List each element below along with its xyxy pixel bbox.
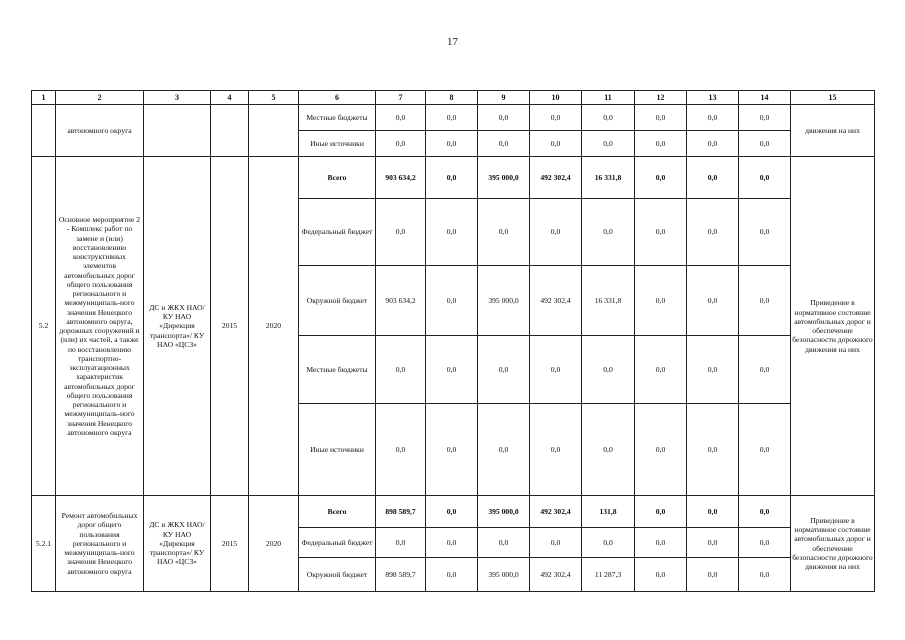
value-cell: 0,0 [530, 131, 582, 157]
table-row [32, 496, 875, 528]
header-cell: 1 [32, 91, 56, 105]
funding-source: Иные источники [299, 404, 376, 496]
value-cell: 0,0 [530, 528, 582, 558]
value-cell: 0,0 [635, 558, 687, 592]
value-cell: 0,0 [739, 558, 791, 592]
value-cell: 0,0 [478, 131, 530, 157]
value-cell: 898 589,7 [376, 558, 426, 592]
value-cell: 0,0 [426, 131, 478, 157]
value-cell: 395 000,0 [478, 496, 530, 528]
value-cell: 0,0 [426, 558, 478, 592]
value-cell: 903 634,2 [376, 266, 426, 336]
value-cell: 0,0 [530, 336, 582, 404]
value-cell: 0,0 [478, 105, 530, 131]
value-cell: 0,0 [426, 528, 478, 558]
value-cell: 0,0 [426, 266, 478, 336]
value-cell: 903 634,2 [376, 157, 426, 199]
header-cell: 5 [249, 91, 299, 105]
value-cell: 0,0 [426, 496, 478, 528]
activity-description: Основное мероприятие 2 - Комплекс работ по замене и (или) восстановлению конструктивных элементов автомобильных дорог общего пользования регионального и межмуниципаль-ного значения Ненецкого автономного округа, дорожных сооружений и (или) их частей, а также по восстановлению транспортно-эксплуатационных характеристик автомобильных дорог общего пользования регионального и межмуниципаль-ного значения Ненецкого автономного округа [56, 157, 144, 496]
funding-source: Местные бюджеты [299, 336, 376, 404]
row-number [32, 105, 56, 157]
value-cell: 0,0 [687, 105, 739, 131]
value-cell: 0,0 [635, 336, 687, 404]
value-cell: 0,0 [687, 199, 739, 266]
value-cell: 0,0 [687, 336, 739, 404]
funding-source: Иные источники [299, 131, 376, 157]
value-cell: 0,0 [739, 266, 791, 336]
value-cell: 0,0 [478, 199, 530, 266]
executor [144, 105, 211, 157]
value-cell: 0,0 [739, 157, 791, 199]
value-cell: 0,0 [582, 528, 635, 558]
value-cell: 0,0 [687, 404, 739, 496]
row-number: 5.2.1 [32, 496, 56, 592]
header-cell: 12 [635, 91, 687, 105]
activity-description: автономного округа [56, 105, 144, 157]
value-cell: 0,0 [426, 157, 478, 199]
value-cell: 0,0 [687, 157, 739, 199]
header-cell: 14 [739, 91, 791, 105]
value-cell: 0,0 [376, 336, 426, 404]
table-row [32, 105, 875, 131]
row-number: 5.2 [32, 157, 56, 496]
funding-source: Всего [299, 496, 376, 528]
value-cell: 0,0 [687, 528, 739, 558]
expected-result: Приведение в нормативное состояние автомобильных дорог и обеспечение безопасности дорожного движения на них [791, 157, 875, 496]
value-cell: 0,0 [582, 105, 635, 131]
header-cell: 4 [211, 91, 249, 105]
value-cell: 492 302,4 [530, 558, 582, 592]
start-year: 2015 [211, 157, 249, 496]
end-year: 2020 [249, 157, 299, 496]
funding-source: Федеральный бюджет [299, 199, 376, 266]
funding-source: Федеральный бюджет [299, 528, 376, 558]
value-cell: 0,0 [739, 528, 791, 558]
value-cell: 0,0 [376, 404, 426, 496]
expected-result: Приведение в нормативное состояние автомобильных дорог и обеспечение безопасности дорожного движения на них [791, 496, 875, 592]
header-cell: 7 [376, 91, 426, 105]
header-cell: 13 [687, 91, 739, 105]
value-cell: 16 331,8 [582, 266, 635, 336]
value-cell: 0,0 [739, 336, 791, 404]
executor: ДС и ЖКХ НАО/КУ НАО «Дирекция транспорта»/ КУ НАО «ЦСЗ» [144, 496, 211, 592]
start-year: 2015 [211, 496, 249, 592]
value-cell: 0,0 [478, 404, 530, 496]
value-cell: 492 302,4 [530, 496, 582, 528]
value-cell: 0,0 [739, 131, 791, 157]
value-cell: 16 331,8 [582, 157, 635, 199]
end-year: 2020 [249, 496, 299, 592]
header-row [32, 91, 875, 105]
table-row [32, 157, 875, 199]
expected-result: движения на них [791, 105, 875, 157]
value-cell: 11 287,3 [582, 558, 635, 592]
value-cell: 0,0 [687, 266, 739, 336]
value-cell: 0,0 [376, 528, 426, 558]
header-cell: 11 [582, 91, 635, 105]
value-cell: 492 302,4 [530, 157, 582, 199]
value-cell: 0,0 [426, 404, 478, 496]
value-cell: 0,0 [739, 496, 791, 528]
value-cell: 0,0 [478, 528, 530, 558]
value-cell: 0,0 [739, 199, 791, 266]
value-cell: 0,0 [635, 105, 687, 131]
header-cell: 3 [144, 91, 211, 105]
header-cell: 2 [56, 91, 144, 105]
value-cell: 0,0 [426, 336, 478, 404]
header-cell: 10 [530, 91, 582, 105]
header-cell: 9 [478, 91, 530, 105]
funding-source: Всего [299, 157, 376, 199]
value-cell: 0,0 [582, 199, 635, 266]
value-cell: 492 302,4 [530, 266, 582, 336]
funding-source: Местные бюджеты [299, 105, 376, 131]
value-cell: 0,0 [635, 528, 687, 558]
value-cell: 0,0 [635, 157, 687, 199]
value-cell: 0,0 [582, 404, 635, 496]
value-cell: 0,0 [687, 496, 739, 528]
value-cell: 0,0 [478, 336, 530, 404]
value-cell: 0,0 [582, 336, 635, 404]
value-cell: 0,0 [376, 105, 426, 131]
value-cell: 0,0 [739, 105, 791, 131]
value-cell: 0,0 [530, 105, 582, 131]
value-cell: 395 000,0 [478, 266, 530, 336]
program-table [31, 90, 875, 592]
value-cell: 0,0 [376, 199, 426, 266]
value-cell: 395 000,0 [478, 558, 530, 592]
value-cell: 395 000,0 [478, 157, 530, 199]
value-cell: 0,0 [739, 404, 791, 496]
end-year [249, 105, 299, 157]
value-cell: 0,0 [530, 199, 582, 266]
value-cell: 0,0 [530, 404, 582, 496]
value-cell: 131,8 [582, 496, 635, 528]
header-cell: 8 [426, 91, 478, 105]
value-cell: 898 589,7 [376, 496, 426, 528]
funding-source: Окружной бюджет [299, 266, 376, 336]
start-year [211, 105, 249, 157]
value-cell: 0,0 [635, 404, 687, 496]
value-cell: 0,0 [426, 199, 478, 266]
header-cell: 15 [791, 91, 875, 105]
header-cell: 6 [299, 91, 376, 105]
value-cell: 0,0 [635, 266, 687, 336]
value-cell: 0,0 [687, 131, 739, 157]
value-cell: 0,0 [582, 131, 635, 157]
activity-description: Ремонт автомобильных дорог общего пользования регионального и межмуниципаль-ного значения Ненецкого автономного округа [56, 496, 144, 592]
executor: ДС и ЖКХ НАО/КУ НАО «Дирекция транспорта»/ КУ НАО «ЦСЗ» [144, 157, 211, 496]
value-cell: 0,0 [426, 105, 478, 131]
value-cell: 0,0 [687, 558, 739, 592]
funding-source: Окружной бюджет [299, 558, 376, 592]
page-number: 17 [447, 36, 458, 48]
value-cell: 0,0 [376, 131, 426, 157]
value-cell: 0,0 [635, 131, 687, 157]
value-cell: 0,0 [635, 496, 687, 528]
value-cell: 0,0 [635, 199, 687, 266]
